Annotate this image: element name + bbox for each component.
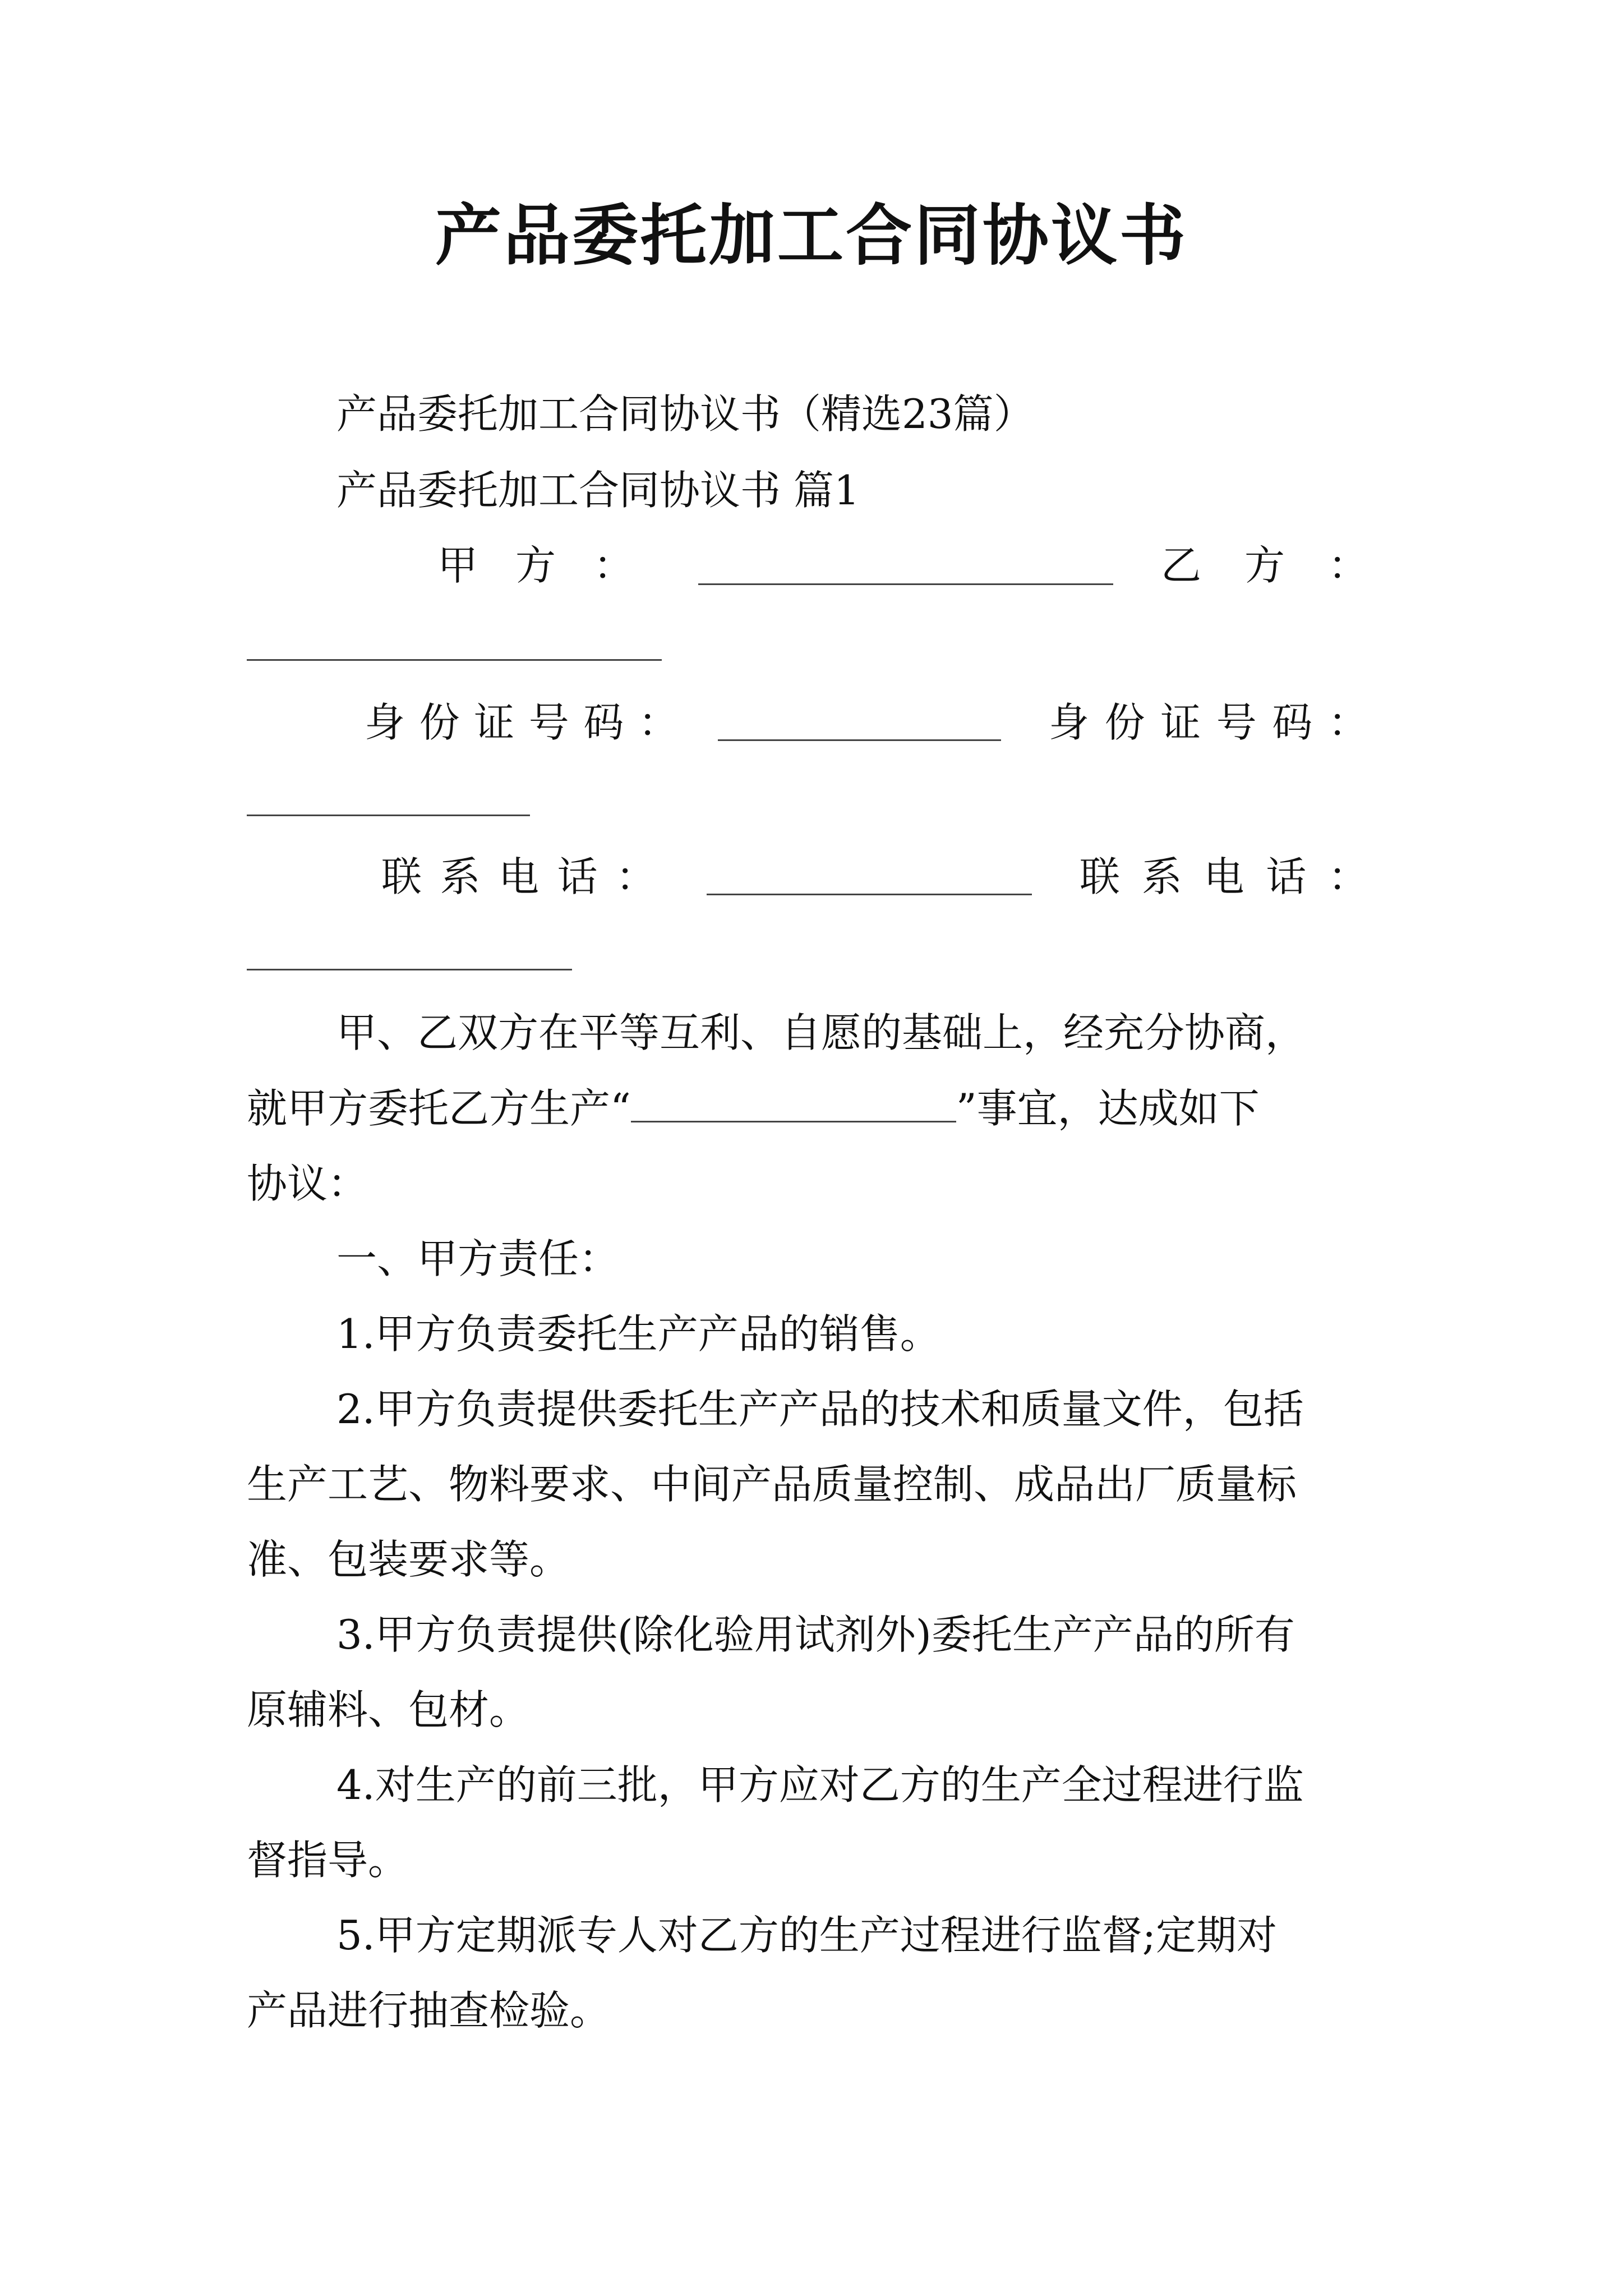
party-a-char: 方 — [515, 542, 556, 589]
clause-item: 原辅料、包材。 — [247, 1686, 530, 1733]
phone-a-char: 电 — [498, 853, 539, 900]
phone-a-char: 话 — [557, 853, 598, 900]
phone-a-blank — [707, 894, 1032, 895]
phone-b-char: 联 — [1080, 853, 1121, 900]
party-a-char: ： — [593, 542, 634, 589]
phone-b-blank — [247, 969, 572, 970]
clause-item: 4.对生产的前三批，甲方应对乙方的生产全过程进行监 — [336, 1761, 1304, 1809]
id-b-char: 证 — [1160, 699, 1201, 746]
id-b-char: 码 — [1272, 699, 1313, 746]
party-a-label — [437, 539, 634, 592]
product-name-blank — [631, 1087, 956, 1122]
id-b-char: 号 — [1216, 699, 1257, 746]
chapter-heading: 产品委托加工合同协议书 篇1 — [336, 467, 860, 514]
id-a-blank — [718, 739, 1001, 741]
id-b-blank — [247, 815, 530, 816]
phone-a-char: ： — [615, 853, 656, 900]
phone-b-char: 电 — [1204, 853, 1244, 900]
party-b-char: 方 — [1244, 542, 1285, 589]
intro-line-2-suffix: ”事宜，达成如下 — [956, 1085, 1260, 1132]
clause-item: 督指导。 — [247, 1837, 409, 1884]
phone-b-char: ： — [1327, 853, 1368, 900]
clause-item: 3.甲方负责提供(除化验用试剂外)委托生产产品的所有 — [336, 1611, 1295, 1658]
phone-b-char: 话 — [1266, 853, 1307, 900]
id-a-char: 号 — [528, 699, 569, 746]
id-b-char: 身 — [1049, 699, 1090, 746]
party-b-char: 乙 — [1161, 542, 1202, 589]
id-a-char: 码 — [583, 699, 624, 746]
clause-item: 生产工艺、物料要求、中间产品质量控制、成品出厂质量标 — [247, 1461, 1297, 1508]
phone-a-label — [381, 850, 656, 904]
phone-b-label — [1080, 850, 1368, 904]
id-a-char: 身 — [365, 699, 405, 746]
clause-item: 1.甲方负责委托生产产品的销售。 — [336, 1310, 940, 1358]
id-a-char: 证 — [474, 699, 515, 746]
intro-line-2-prefix: 就甲方委托乙方生产“ — [247, 1085, 631, 1132]
clause-item: 产品进行抽查检验。 — [247, 1987, 611, 2034]
clause-item: 准、包装要求等。 — [247, 1536, 570, 1583]
phone-a-char: 联 — [381, 853, 422, 900]
clause-item: 2.甲方负责提供委托生产产品的技术和质量文件，包括 — [336, 1386, 1304, 1433]
id-a-char: ： — [638, 699, 679, 746]
id-a-char: 份 — [419, 699, 460, 746]
id-b-char: ： — [1327, 699, 1368, 746]
page-title: 产品委托加工合同协议书 — [435, 196, 1188, 274]
document-subtitle: 产品委托加工合同协议书（精选23篇） — [336, 390, 1034, 438]
party-a-char: 甲 — [437, 542, 478, 589]
id-a-label — [365, 696, 679, 749]
intro-line-3: 协议： — [247, 1160, 368, 1207]
phone-b-char: 系 — [1141, 853, 1182, 900]
party-b-char: ： — [1327, 542, 1368, 589]
party-b-label — [1161, 539, 1368, 592]
party-b-blank — [247, 659, 662, 661]
intro-line-2 — [247, 1082, 1260, 1135]
section-heading: 一、甲方责任： — [336, 1235, 620, 1282]
party-a-blank — [698, 583, 1113, 585]
intro-line-1: 甲、乙双方在平等互利、自愿的基础上，经充分协商， — [336, 1009, 1306, 1056]
id-b-label — [1049, 696, 1368, 749]
clause-item: 5.甲方定期派专人对乙方的生产过程进行监督;定期对 — [336, 1912, 1277, 1959]
phone-a-char: 系 — [440, 853, 481, 900]
id-b-char: 份 — [1104, 699, 1145, 746]
